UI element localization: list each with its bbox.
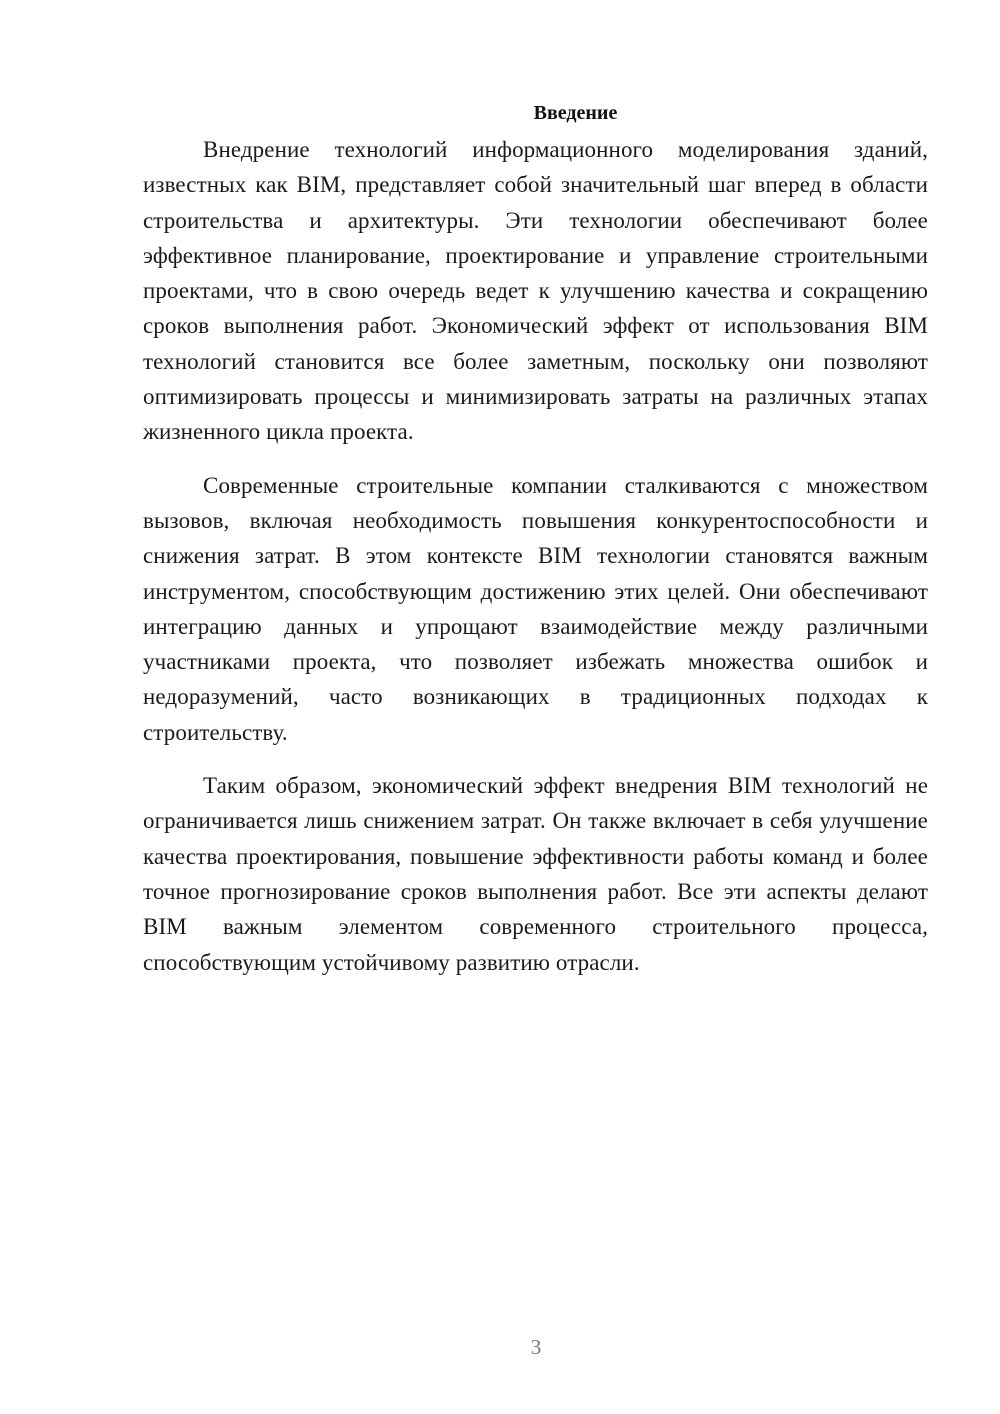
paragraph-1: Внедрение технологий информационного моделирования зданий, известных как BIM, представляет собой значительный шаг вперед в области строительства и архитектуры. Эти технологии обеспечивают более эффективное планирование, проектирование и управление строительными проектами, что в свою очередь ведет к улучшению качества и сокращению сроков выполнения работ. Экономический эффект от использования BIM технологий становится все более заметным, поскольку они позволяют оптимизировать процессы и минимизировать затраты на различных этапах жизненного цикла проекта. <box>143 137 928 445</box>
section-title: Введение <box>533 102 618 124</box>
page-body <box>143 96 928 998</box>
paragraph-2: Современные строительные компании сталкиваются с множеством вызовов, включая необходимость повышения конкурентоспособности и снижения затрат. В этом контексте BIM технологии становятся важным инструментом, способствующим достижению этих целей. Они обеспечивают интеграцию данных и упрощают взаимодействие между различными участниками проекта, что позволяет избежать множества ошибок и недоразумений, часто возникающих в традиционных подходах к строительству. <box>143 472 928 745</box>
paragraph-3: Таким образом, экономический эффект внедрения BIM технологий не ограничивается лишь снижением затрат. Он также включает в себя улучшение качества проектирования, повышение эффективности работы команд и более точное прогнозирование сроков выполнения работ. Все эти аспекты делают BIM важным элементом современного строительного процесса, способствующим устойчивому развитию отрасли. <box>143 773 928 975</box>
page-number: 3 <box>530 1335 542 1359</box>
